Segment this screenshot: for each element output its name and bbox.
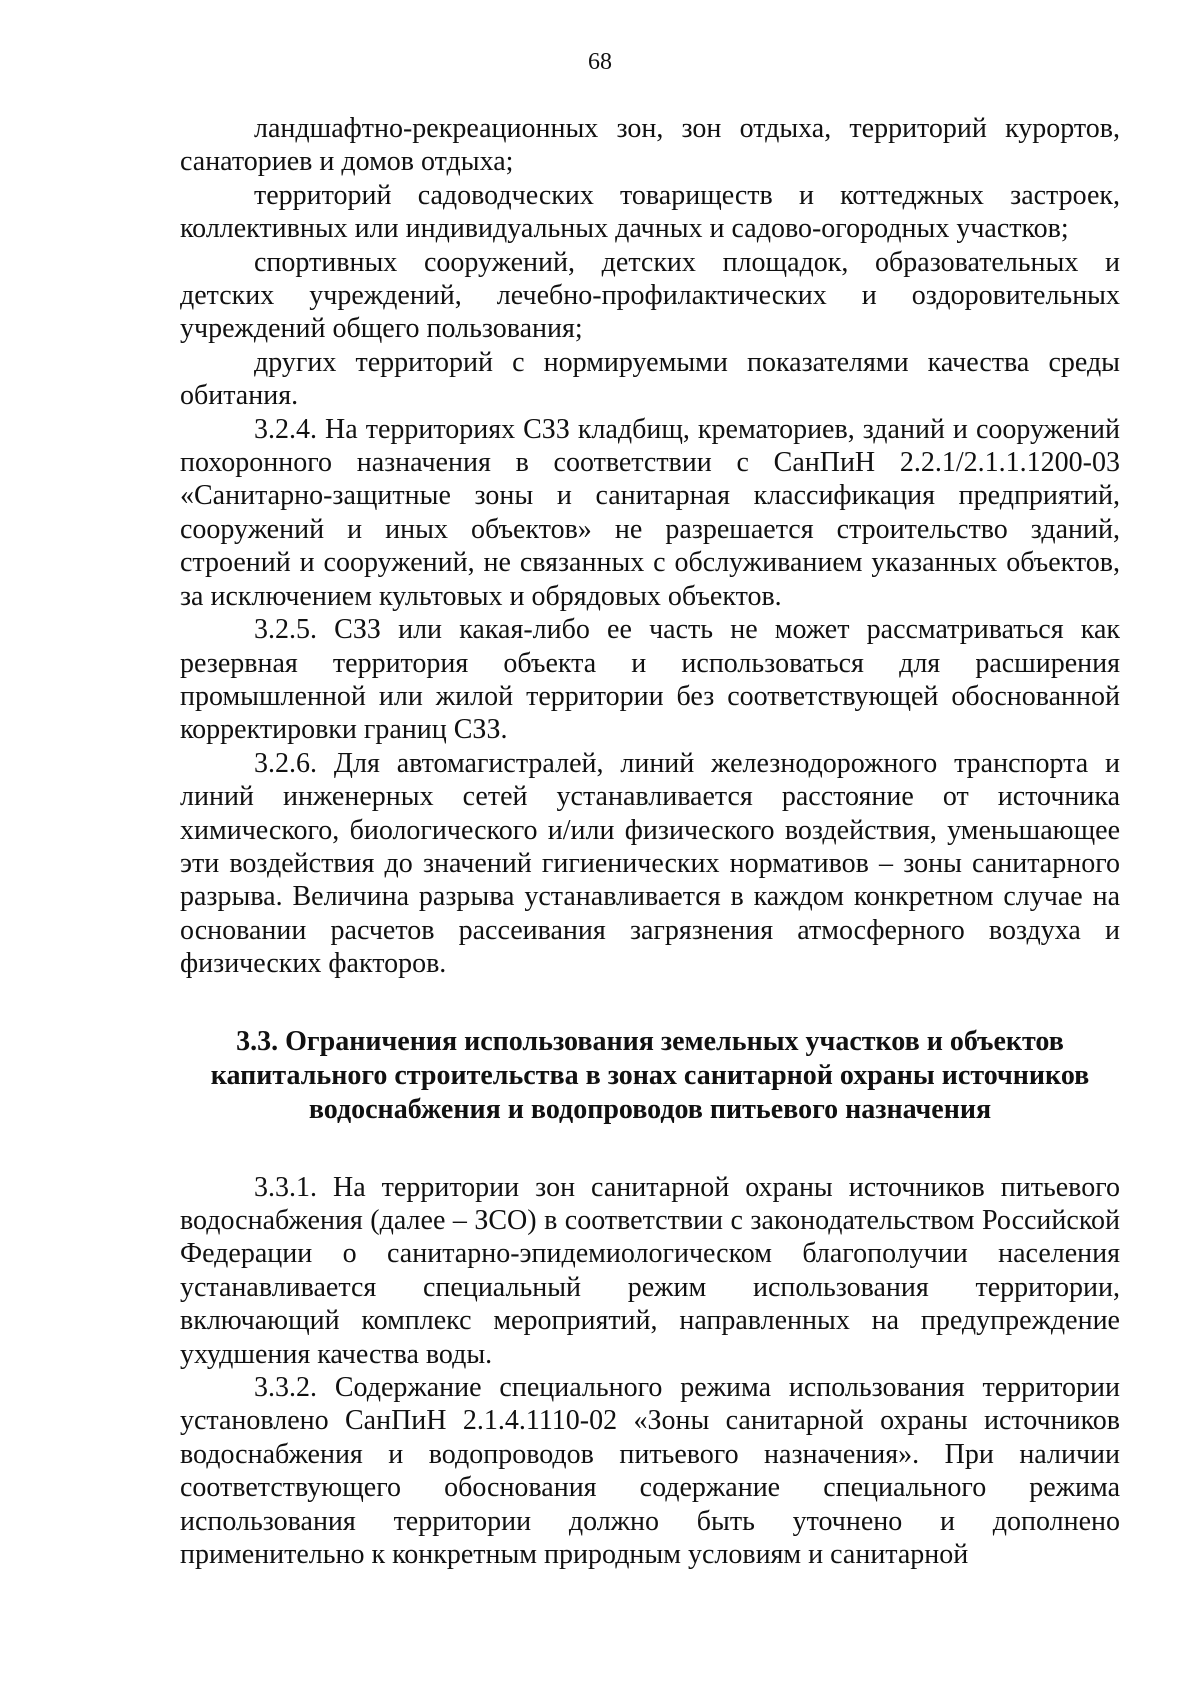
section-heading-3-3: 3.3. Ограничения использования земельных участков и объектов капитального строительства в зонах санитарной охраны источников водоснабжения и водопроводов питьевого назначения xyxy=(210,1025,1090,1125)
paragraph-3-2-5: 3.2.5. СЗЗ или какая-либо ее часть не может рассматриваться как резервная территория объекта и использоваться для расширения промышленной или жилой территории без соответствующей обоснованной корректировки границ СЗЗ. xyxy=(180,614,1120,746)
paragraph: других территорий с нормируемыми показателями качества среды обитания. xyxy=(180,346,1120,412)
paragraph: спортивных сооружений, детских площадок, образовательных и детских учреждений, лечебно-профилактических и оздоровительных учреждений общего пользования; xyxy=(180,246,1120,345)
paragraph-3-3-1: 3.3.1. На территории зон санитарной охраны источников питьевого водоснабжения (далее – ЗСО) в соответствии с законодательством Российской Федерации о санитарно-эпидемиологическом благополучии населения устанавливается специальный режим использования территории, включающий комплекс мероприятий, направленных на предупреждение ухудшения качества воды. xyxy=(180,1171,1120,1370)
paragraph-3-2-6: 3.2.6. Для автомагистралей, линий железнодорожного транспорта и линий инженерных сетей устанавливается расстояние от источника химического, биологического и/или физического воздействия, уменьшающее эти воздействия до значений гигиенических нормативов – зоны санитарного разрыва. Величина разрыва устанавливается в каждом конкретном случае на основании расчетов рассеивания загрязнения атмосферного воздуха и физических факторов. xyxy=(180,747,1120,980)
paragraph-3-2-4: 3.2.4. На территориях СЗЗ кладбищ, крематориев, зданий и сооружений похоронного назначения в соответствии с СанПиН 2.2.1/2.1.1.1200-03 «Санитарно-защитные зоны и санитарная классификация предприятий, сооружений и иных объектов» не разрешается строительство зданий, строений и сооружений, не связанных с обслуживанием указанных объектов, за исключением культовых и обрядовых объектов. xyxy=(180,413,1120,612)
paragraph-3-3-2: 3.3.2. Содержание специального режима использования территории установлено СанПиН 2.1.4.1110-02 «Зоны санитарной охраны источников водоснабжения и водопроводов питьевого назначения». При наличии соответствующего обоснования содержание специального режима использования территории должно быть уточнено и дополнено применительно к конкретным природным условиям и санитарной xyxy=(180,1372,1120,1571)
page-number: 68 xyxy=(588,49,612,75)
paragraph: территорий садоводческих товариществ и коттеджных застроек, коллективных или индивидуальных дачных и садово-огородных участков; xyxy=(180,179,1120,245)
document-body xyxy=(180,112,1120,1571)
paragraph: ландшафтно-рекреационных зон, зон отдыха, территорий курортов, санаториев и домов отдыха; xyxy=(180,113,1120,178)
